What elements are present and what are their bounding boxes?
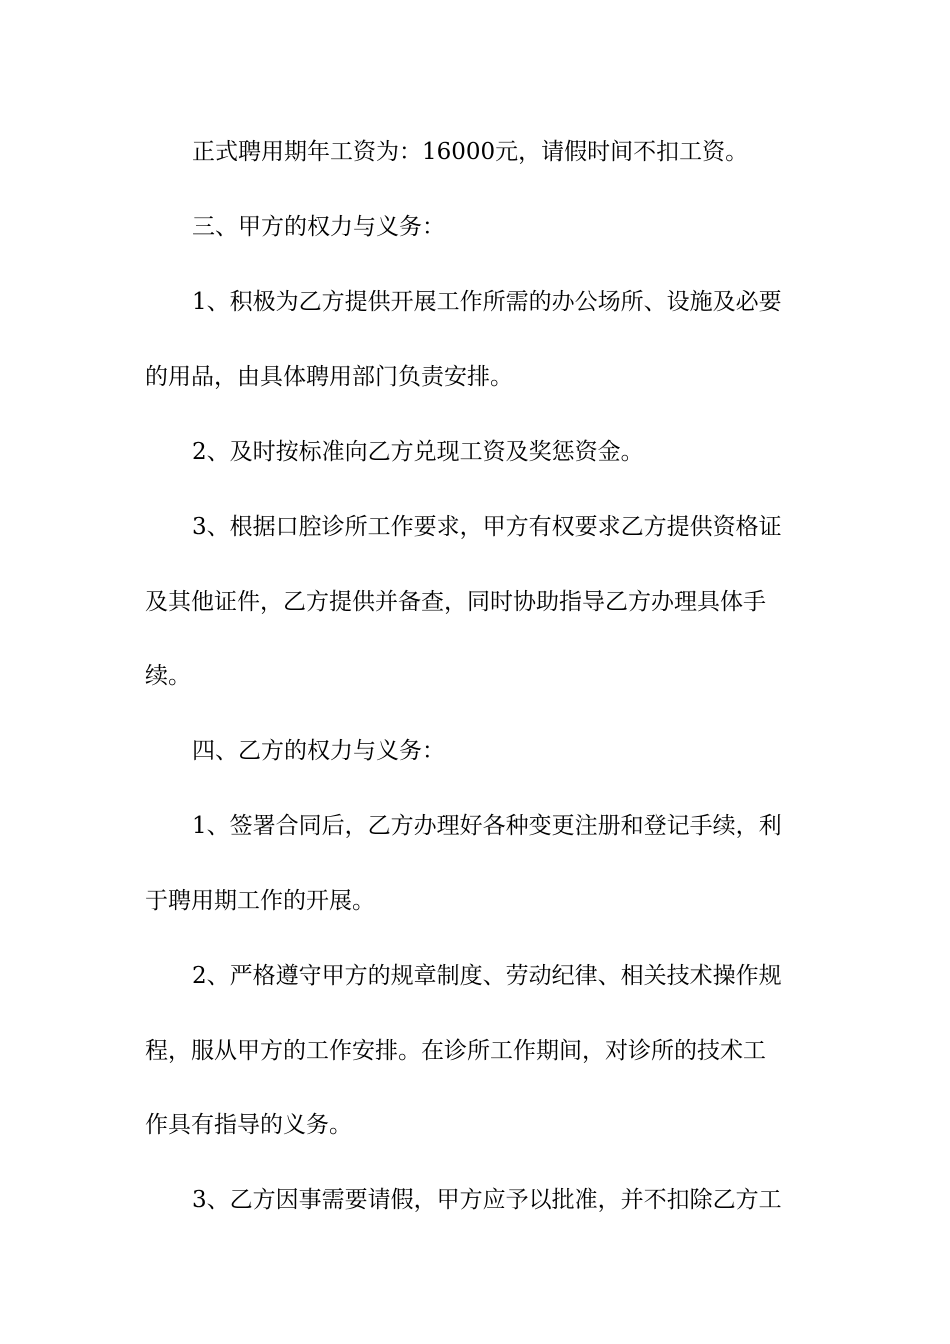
paragraph-line: 作具有指导的义务。 [145, 1112, 352, 1138]
paragraph-line: 于聘用期工作的开展。 [145, 888, 375, 914]
paragraph-line: 2、严格遵守甲方的规章制度、劳动纪律、相关技术操作规 [192, 963, 782, 989]
section-heading: 三、甲方的权力与义务： [192, 214, 445, 240]
paragraph-line: 3、乙方因事需要请假，甲方应予以批准，并不扣除乙方工 [192, 1187, 782, 1213]
paragraph-line: 续。 [145, 663, 191, 689]
paragraph-line: 程，服从甲方的工作安排。在诊所工作期间，对诊所的技术工 [145, 1038, 766, 1064]
paragraph-line: 的用品，由具体聘用部门负责安排。 [145, 364, 513, 390]
paragraph-line: 2、及时按标准向乙方兑现工资及奖惩资金。 [192, 439, 644, 465]
paragraph-line: 正式聘用期年工资为：16000元，请假时间不扣工资。 [192, 139, 749, 165]
section-heading: 四、乙方的权力与义务： [192, 738, 445, 764]
paragraph-line: 1、积极为乙方提供开展工作所需的办公场所、设施及必要 [192, 289, 782, 315]
paragraph-line: 及其他证件，乙方提供并备查，同时协助指导乙方办理具体手 [145, 589, 766, 615]
paragraph-line: 1、签署合同后，乙方办理好各种变更注册和登记手续，利 [192, 813, 782, 839]
paragraph-line: 3、根据口腔诊所工作要求，甲方有权要求乙方提供资格证 [192, 514, 782, 540]
